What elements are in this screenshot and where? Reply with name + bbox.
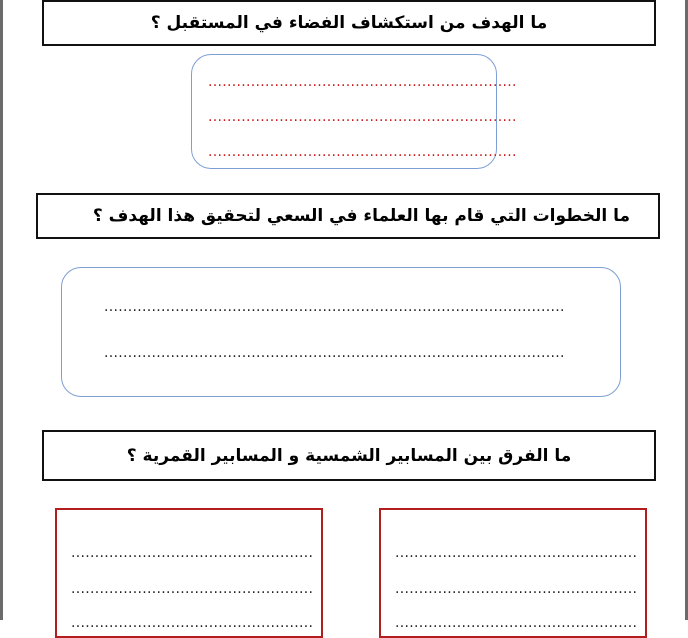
page-left-edge <box>0 0 3 620</box>
question-3-text: ما الفرق بين المسابير الشمسية و المسابير القمرية ؟ <box>126 445 572 466</box>
question-1-text: ما الهدف من استكشاف الفضاء في المستقبل ؟ <box>150 13 548 33</box>
answer-box-solar[interactable] <box>55 508 323 638</box>
question-3-box <box>42 430 656 481</box>
answer-line-4-1[interactable]: ................................................... <box>395 545 638 561</box>
question-2-box <box>36 193 660 239</box>
answer-line-3-2[interactable]: ................................................... <box>71 581 314 597</box>
answer-line-2-1[interactable]: ................................................................................................. <box>104 299 565 315</box>
question-1-box <box>42 0 656 46</box>
answer-line-3-3[interactable]: ................................................... <box>71 615 314 631</box>
answer-line-2-2[interactable]: ................................................................................................. <box>104 345 565 361</box>
question-2-text: ما الخطوات التي قام بها العلماء في السعي لتحقيق هذا الهدف ؟ <box>92 206 630 226</box>
answer-line-1-2[interactable]: ................................................................. <box>208 109 517 125</box>
answer-line-1-1[interactable]: ................................................................. <box>208 74 517 90</box>
answer-box-2[interactable] <box>61 267 621 397</box>
answer-box-lunar[interactable] <box>379 508 647 638</box>
answer-box-1[interactable] <box>191 54 517 169</box>
answer-line-1-3[interactable]: ................................................................. <box>208 144 517 160</box>
answer-line-4-2[interactable]: ................................................... <box>395 581 638 597</box>
answer-line-4-3[interactable]: ................................................... <box>395 615 638 631</box>
answer-line-3-1[interactable]: ................................................... <box>71 545 314 561</box>
